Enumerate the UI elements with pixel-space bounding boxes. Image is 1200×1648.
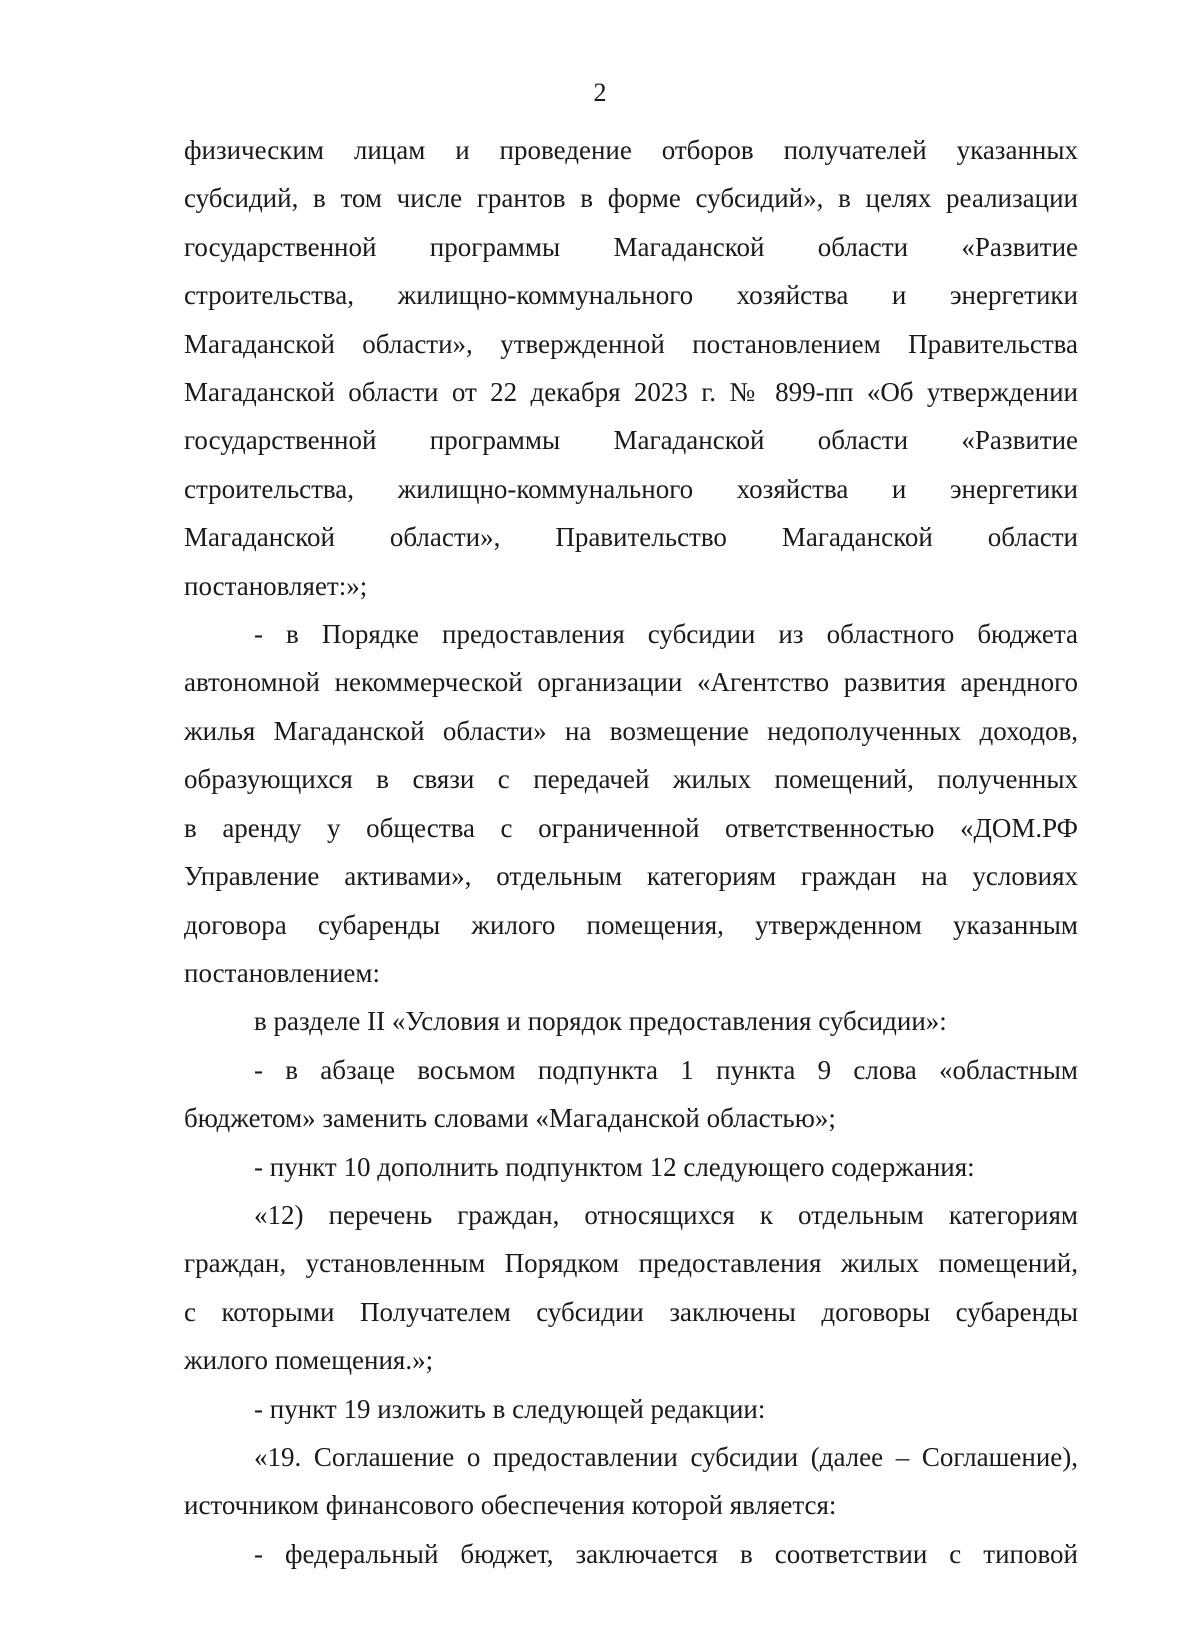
text-line: «19. Соглашение о предоставлении субсидии (далее – Соглашение), — [254, 1441, 1078, 1472]
paragraph-item-10 — [184, 1143, 1078, 1191]
document-body — [184, 126, 1078, 1578]
text-line: - пункт 10 дополнить подпунктом 12 следующего содержания: — [254, 1151, 975, 1182]
paragraph-order-amendment — [184, 610, 1078, 997]
text-line: в аренду у общества с ограниченной ответственностью «ДОМ.РФ — [184, 812, 1078, 843]
text-line: постановляет:»; — [184, 570, 368, 601]
paragraph-item-19-intro — [184, 1385, 1078, 1433]
text-line: постановлением: — [184, 957, 380, 988]
paragraph-section-ii — [184, 997, 1078, 1045]
text-line: источником финансового обеспечения которой является: — [184, 1490, 837, 1521]
page-number: 2 — [593, 78, 607, 107]
text-line: договора субаренды жилого помещения, утвержденном указанным — [184, 909, 1078, 940]
text-line: - в абзаце восьмом подпункта 1 пункта 9 слова «областным — [254, 1054, 1078, 1085]
text-line: - федеральный бюджет, заключается в соответствии с типовой — [254, 1538, 1078, 1569]
text-line: в разделе II «Условия и порядок предоставления субсидии»: — [254, 1006, 947, 1037]
text-line: жилья Магаданской области» на возмещение недополученных доходов, — [184, 715, 1078, 746]
text-line: жилого помещения.»; — [184, 1345, 434, 1376]
text-line: Управление активами», отдельным категориям граждан на условиях — [184, 861, 1078, 892]
text-line: - пункт 19 изложить в следующей редакции: — [254, 1393, 766, 1424]
text-line: субсидий, в том числе грантов в форме субсидий», в целях реализации — [184, 183, 1078, 214]
paragraph-item-9 — [184, 1046, 1078, 1143]
paragraph-intro-continuation — [184, 126, 1078, 610]
text-line: Магаданской области от 22 декабря 2023 г. № 899-пп «Об утверждении — [184, 377, 1078, 408]
text-line: Магаданской области», Правительство Магаданской области — [184, 522, 1078, 553]
text-line: автономной некоммерческой организации «Агентство развития арендного — [184, 667, 1078, 698]
paragraph-subitem-12 — [184, 1191, 1078, 1385]
text-line: физическим лицам и проведение отборов получателей указанных — [184, 135, 1078, 165]
text-line: государственной программы Магаданской области «Развитие — [184, 231, 1078, 262]
text-line: - в Порядке предоставления субсидии из областного бюджета — [254, 619, 1078, 650]
text-line: образующихся в связи с передачей жилых помещений, полученных — [184, 764, 1078, 795]
text-line: «12) перечень граждан, относящихся к отдельным категориям — [254, 1199, 1078, 1230]
text-line: строительства, жилищно-коммунального хозяйства и энергетики — [184, 473, 1078, 504]
text-line: строительства, жилищно-коммунального хозяйства и энергетики — [184, 280, 1078, 311]
text-line: граждан, установленным Порядком предоставления жилых помещений, — [184, 1248, 1078, 1279]
text-line: с которыми Получателем субсидии заключены договоры субаренды — [184, 1296, 1078, 1327]
paragraph-item-19 — [184, 1433, 1078, 1530]
paragraph-federal-budget — [184, 1530, 1078, 1578]
text-line: государственной программы Магаданской области «Развитие — [184, 425, 1078, 456]
text-line: Магаданской области», утвержденной постановлением Правительства — [184, 328, 1078, 359]
text-line: бюджетом» заменить словами «Магаданской областью»; — [184, 1103, 836, 1134]
